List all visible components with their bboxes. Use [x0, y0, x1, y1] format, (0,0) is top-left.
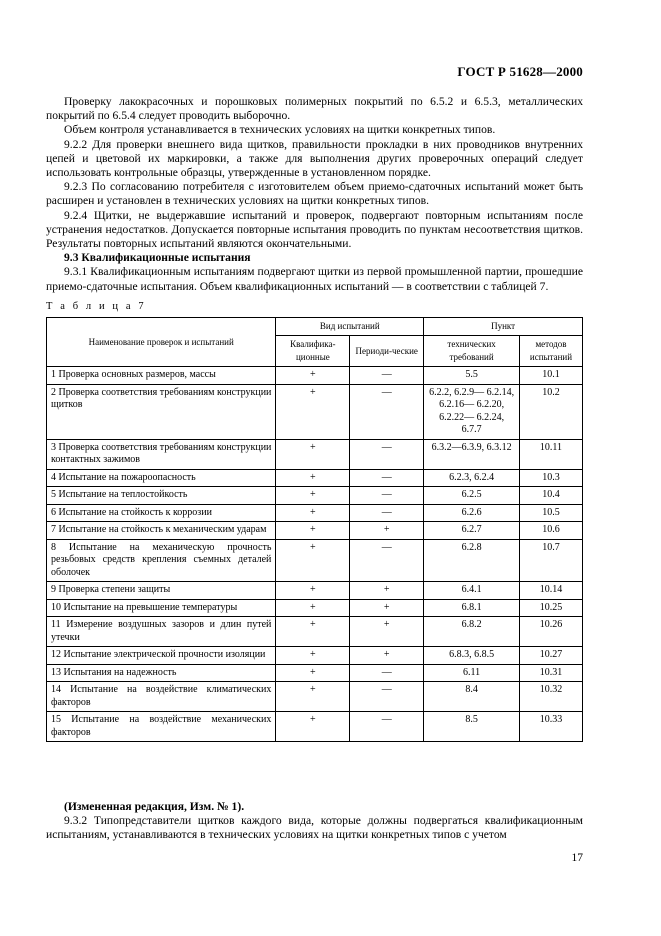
test-name-cell: 13 Испытания на надежность	[47, 664, 276, 682]
periodic-cell: —	[350, 384, 424, 439]
section-heading: 9.3 Квалификационные испытания	[64, 251, 251, 265]
qualification-cell: +	[276, 682, 350, 712]
header-test-type: Вид испытаний	[276, 318, 424, 336]
periodic-cell: —	[350, 539, 424, 582]
method-clause-cell: 10.2	[520, 384, 583, 439]
method-clause-cell: 10.4	[520, 487, 583, 505]
method-clause-cell: 10.14	[520, 582, 583, 600]
periodic-cell: +	[350, 582, 424, 600]
method-clause-cell: 10.7	[520, 539, 583, 582]
tech-clause-cell: 6.2.2, 6.2.9— 6.2.14, 6.2.16— 6.2.20, 6.2.22— 6.2.24, 6.7.7	[424, 384, 520, 439]
table-row	[47, 469, 583, 487]
test-name-cell: 12 Испытание электрической прочности изоляции	[47, 647, 276, 665]
test-name-cell: 4 Испытание на пожароопасность	[47, 469, 276, 487]
periodic-cell: +	[350, 599, 424, 617]
qualification-cell: +	[276, 487, 350, 505]
table-row	[47, 539, 583, 582]
periodic-cell: —	[350, 367, 424, 385]
table-row	[47, 647, 583, 665]
periodic-cell: —	[350, 469, 424, 487]
qualification-cell: +	[276, 647, 350, 665]
qualification-cell: +	[276, 617, 350, 647]
qualification-cell: +	[276, 712, 350, 742]
periodic-cell: —	[350, 504, 424, 522]
body-text	[46, 95, 583, 294]
paragraph: 9.2.3 По согласованию потребителя с изготовителем объем приемо-сдаточных испытаний может быть расширен и установлен в технических условиях на щитки конкретных типов.	[46, 180, 583, 208]
table-row	[47, 439, 583, 469]
qualification-cell: +	[276, 469, 350, 487]
periodic-cell: —	[350, 664, 424, 682]
test-name-cell: 9 Проверка степени защиты	[47, 582, 276, 600]
tech-clause-cell: 6.8.1	[424, 599, 520, 617]
method-clause-cell: 10.6	[520, 522, 583, 540]
table-row	[47, 682, 583, 712]
method-clause-cell: 10.33	[520, 712, 583, 742]
table-row	[47, 367, 583, 385]
method-clause-cell: 10.11	[520, 439, 583, 469]
tech-clause-cell: 6.8.2	[424, 617, 520, 647]
test-name-cell: 10 Испытание на превышение температуры	[47, 599, 276, 617]
paragraph: Проверку лакокрасочных и порошковых полимерных покрытий по 6.5.2 и 6.5.3, металлических покрытий по 6.5.4 следует проводить выборочно.	[46, 95, 583, 123]
tech-clause-cell: 6.11	[424, 664, 520, 682]
amendment-note: (Измененная редакция, Изм. № 1).	[64, 800, 245, 813]
header-test-methods: методов испытаний	[520, 336, 583, 367]
paragraph: 9.2.4 Щитки, не выдержавшие испытаний и проверок, подвергают повторным испытаниям после устранения недостатков. Допускается повторные испытания проводить по пунктам несоответствия щитков. Результаты повторных испытаний являются окончательными.	[46, 208, 583, 251]
test-name-cell: 14 Испытание на воздействие климатических факторов	[47, 682, 276, 712]
test-name-cell: 6 Испытание на стойкость к коррозии	[47, 504, 276, 522]
tech-clause-cell: 6.2.3, 6.2.4	[424, 469, 520, 487]
tech-clause-cell: 6.2.5	[424, 487, 520, 505]
header-tech-requirements: технических требований	[424, 336, 520, 367]
periodic-cell: —	[350, 439, 424, 469]
qualification-cell: +	[276, 384, 350, 439]
table-row	[47, 617, 583, 647]
periodic-cell: —	[350, 712, 424, 742]
table-row	[47, 664, 583, 682]
periodic-cell: —	[350, 682, 424, 712]
test-name-cell: 5 Испытание на теплостойкость	[47, 487, 276, 505]
table-row	[47, 487, 583, 505]
page-number: 17	[571, 852, 583, 864]
method-clause-cell: 10.1	[520, 367, 583, 385]
qualification-cell: +	[276, 599, 350, 617]
table-row	[47, 599, 583, 617]
qualification-cell: +	[276, 664, 350, 682]
qualification-cell: +	[276, 439, 350, 469]
tech-clause-cell: 6.2.8	[424, 539, 520, 582]
method-clause-cell: 10.27	[520, 647, 583, 665]
tech-clause-cell: 6.8.3, 6.8.5	[424, 647, 520, 665]
periodic-cell: +	[350, 647, 424, 665]
method-clause-cell: 10.26	[520, 617, 583, 647]
test-name-cell: 2 Проверка соответствия требованиям конструкции щитков	[47, 384, 276, 439]
method-clause-cell: 10.32	[520, 682, 583, 712]
test-name-cell: 15 Испытание на воздействие механических факторов	[47, 712, 276, 742]
paragraph: 9.3.1 Квалификационным испытаниям подвергают щитки из первой промышленной партии, прошедшие приемо-сдаточные испытания. Объем квалификационных испытаний — в соответствии с таблицей 7.	[46, 265, 583, 293]
tech-clause-cell: 6.2.6	[424, 504, 520, 522]
header-name: Наименование проверок и испытаний	[47, 318, 276, 367]
header-periodic: Периоди-ческие	[350, 336, 424, 367]
qualification-cell: +	[276, 367, 350, 385]
table-body	[47, 367, 583, 742]
table-row	[47, 712, 583, 742]
tech-clause-cell: 8.4	[424, 682, 520, 712]
paragraph: 9.3.2 Типопредставители щитков каждого вида, которые должны подвергаться квалификационным испытаниям, устанавливаются в технических условиях на щитки конкретных типов с учетом	[46, 814, 583, 842]
test-name-cell: 3 Проверка соответствия требованиям конструкции контактных зажимов	[47, 439, 276, 469]
paragraph: Объем контроля устанавливается в технических условиях на щитки конкретных типов.	[64, 123, 496, 137]
periodic-cell: —	[350, 487, 424, 505]
qualification-cell: +	[276, 582, 350, 600]
table-row	[47, 504, 583, 522]
method-clause-cell: 10.31	[520, 664, 583, 682]
tests-table	[46, 317, 583, 742]
tech-clause-cell: 8.5	[424, 712, 520, 742]
tech-clause-cell: 6.4.1	[424, 582, 520, 600]
tech-clause-cell: 6.3.2—6.3.9, 6.3.12	[424, 439, 520, 469]
table-caption: Т а б л и ц а 7	[46, 301, 147, 312]
table-row	[47, 384, 583, 439]
table-row	[47, 582, 583, 600]
method-clause-cell: 10.3	[520, 469, 583, 487]
header-clause: Пункт	[424, 318, 583, 336]
paragraph: 9.2.2 Для проверки внешнего вида щитков, правильности прокладки в них проводников внутренних цепей и цветовой их маркировки, а также для выполнения других проверочных операций следует использовать контрольные образцы, утвержденные в установленном порядке.	[46, 137, 583, 180]
after-table-text	[46, 800, 583, 843]
test-name-cell: 7 Испытание на стойкость к механическим ударам	[47, 522, 276, 540]
test-name-cell: 1 Проверка основных размеров, массы	[47, 367, 276, 385]
tech-clause-cell: 6.2.7	[424, 522, 520, 540]
test-name-cell: 8 Испытание на механическую прочность резьбовых средств крепления съемных деталей оболочек	[47, 539, 276, 582]
periodic-cell: +	[350, 522, 424, 540]
table-row	[47, 522, 583, 540]
qualification-cell: +	[276, 522, 350, 540]
method-clause-cell: 10.5	[520, 504, 583, 522]
qualification-cell: +	[276, 504, 350, 522]
header-qualification: Квалифика-ционные	[276, 336, 350, 367]
method-clause-cell: 10.25	[520, 599, 583, 617]
periodic-cell: +	[350, 617, 424, 647]
qualification-cell: +	[276, 539, 350, 582]
tech-clause-cell: 5.5	[424, 367, 520, 385]
document-header: ГОСТ Р 51628—2000	[457, 64, 583, 79]
test-name-cell: 11 Измерение воздушных зазоров и длин путей утечки	[47, 617, 276, 647]
